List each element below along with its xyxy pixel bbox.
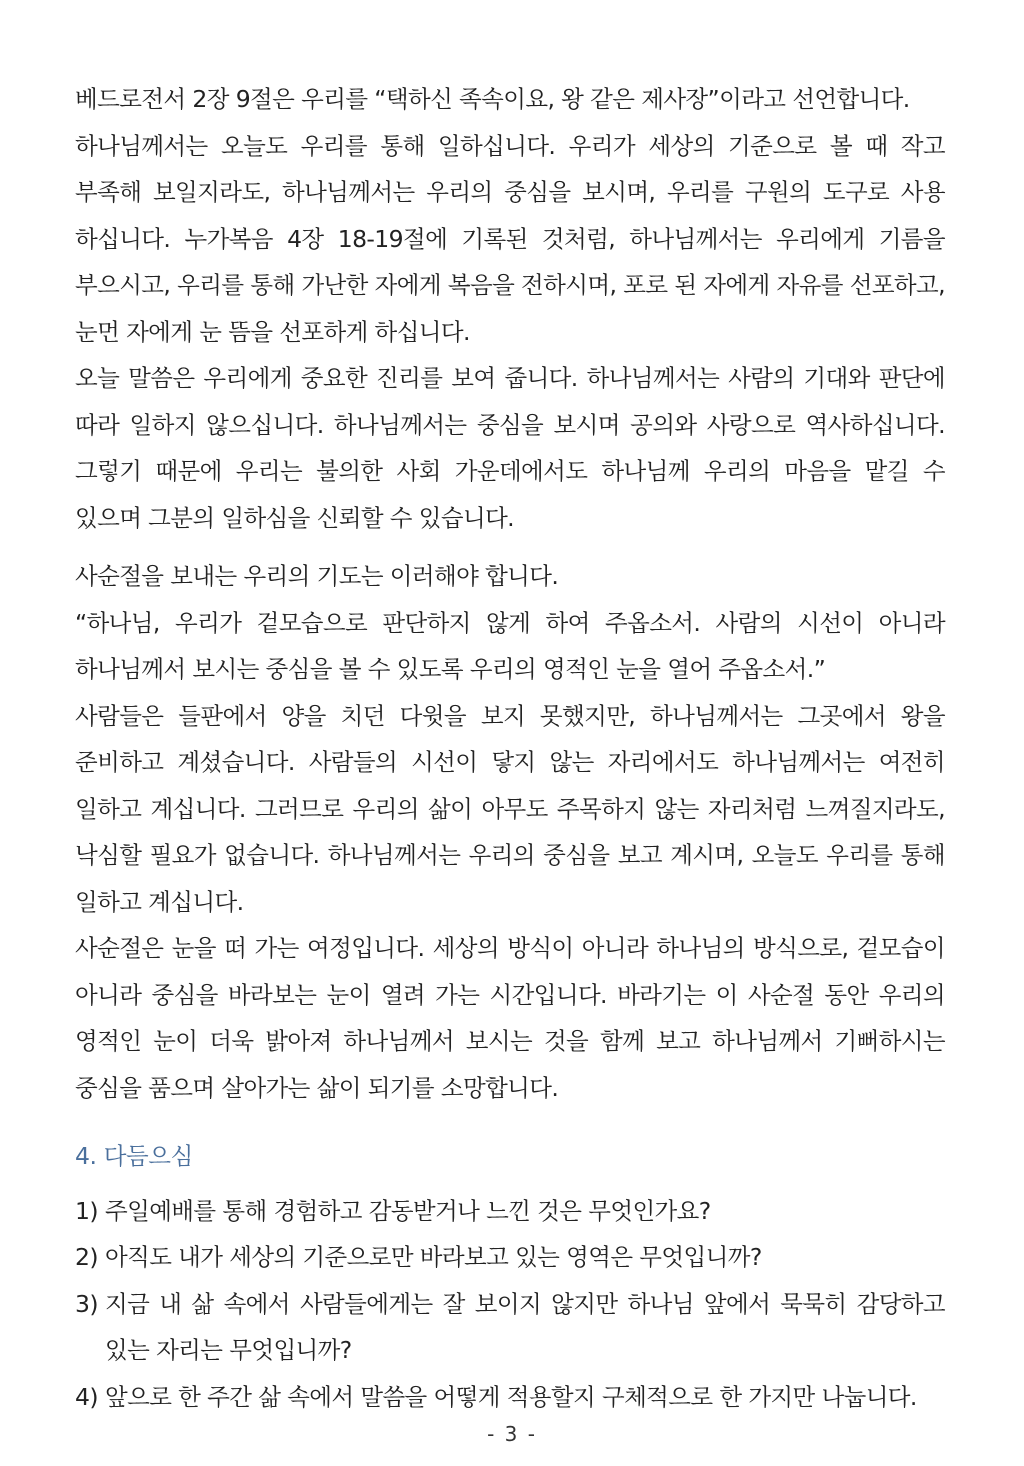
text-line: 하나님께서는 오늘도 우리를 통해 일하십니다. 우리가 세상의 기준으로 볼 때 작고: [75, 131, 945, 160]
section-heading: [75, 1133, 945, 1180]
text-line: 낙심할 필요가 없습니다. 하나님께서는 우리의 중심을 보고 계시며, 오늘도 우리를 통해: [75, 841, 945, 869]
text-line: 하십니다. 누가복음 4장 18-19절에 기록된 것처럼, 하나님께서는 우리에게 기름을: [75, 224, 945, 253]
paragraph-truth: [75, 355, 945, 541]
question-number: 4): [75, 1382, 98, 1411]
section-title: 다듬으심: [103, 1142, 193, 1170]
text-line: 베드로전서 2장 9절은 우리를 “택하신 족속이요, 왕 같은 제사장”이라고 선언합니다.: [75, 85, 910, 113]
text-line: 중심을 품으며 살아가는 삶이 되기를 소망합니다.: [75, 1073, 559, 1102]
paragraph-david: [75, 693, 945, 926]
paragraph-lent-journey: [75, 925, 945, 1111]
spacer: [75, 541, 945, 553]
text-line: “하나님, 우리가 겉모습으로 판단하지 않게 하여 주옵소서. 사람의 시선이 아니라: [75, 608, 945, 637]
question-number: 2): [75, 1243, 98, 1271]
question-text: 주일예배를 통해 경험하고 감동받거나 느낀 것은 무엇인가요?: [105, 1196, 711, 1225]
question-text: 지금 내 삶 속에서 사람들에게는 잘 보이지 않지만 하나님 앞에서 묵묵히 감당하고: [105, 1289, 945, 1318]
question-list: [75, 1188, 945, 1421]
text-line: 사람들은 들판에서 양을 치던 다윗을 보지 못했지만, 하나님께서는 그곳에서 왕을: [75, 701, 945, 730]
text-line: 하나님께서 보시는 중심을 볼 수 있도록 우리의 영적인 눈을 열어 주옵소서.”: [75, 655, 826, 683]
question-item-continuation: [75, 1327, 945, 1374]
text-line: 따라 일하지 않으십니다. 하나님께서는 중심을 보시며 공의와 사랑으로 역사하십니다.: [75, 410, 945, 439]
question-item: [75, 1234, 945, 1281]
text-line: 영적인 눈이 더욱 밝아져 하나님께서 보시는 것을 함께 보고 하나님께서 기뻐하시는: [75, 1027, 945, 1055]
paragraph-prayer-quote: [75, 600, 945, 693]
document-page: [75, 76, 945, 1420]
question-item: [75, 1374, 945, 1421]
paragraph-god-works: [75, 123, 945, 356]
text-line: 그렇기 때문에 우리는 불의한 사회 가운데에서도 하나님께 우리의 마음을 맡길 수: [75, 457, 945, 485]
question-item: [75, 1188, 945, 1235]
text-line: 부으시고, 우리를 통해 가난한 자에게 복음을 전하시며, 포로 된 자에게 자유를 선포하고,: [75, 271, 945, 299]
text-line: 부족해 보일지라도, 하나님께서는 우리의 중심을 보시며, 우리를 구원의 도구로 사용: [75, 178, 945, 206]
question-item: [75, 1281, 945, 1328]
text-line: 일하고 계십니다.: [75, 887, 244, 916]
text-line: 눈먼 자에게 눈 뜸을 선포하게 하십니다.: [75, 317, 470, 346]
paragraph-prayer-intro: [75, 553, 945, 600]
text-line: 사순절은 눈을 떠 가는 여정입니다. 세상의 방식이 아니라 하나님의 방식으로, 겉모습이: [75, 934, 945, 962]
text-line: 사순절을 보내는 우리의 기도는 이러해야 합니다.: [75, 562, 559, 590]
question-text: 있는 자리는 무엇입니까?: [105, 1336, 352, 1364]
text-line: 오늘 말씀은 우리에게 중요한 진리를 보여 줍니다. 하나님께서는 사람의 기대와 판단에: [75, 364, 945, 392]
text-line: 아니라 중심을 바라보는 눈이 열려 가는 시간입니다. 바라기는 이 사순절 동안 우리의: [75, 980, 945, 1009]
text-line: 준비하고 계셨습니다. 사람들의 시선이 닿지 않는 자리에서도 하나님께서는 여전히: [75, 748, 945, 776]
text-line: 있으며 그분의 일하심을 신뢰할 수 있습니다.: [75, 503, 515, 532]
text-line: 일하고 계십니다. 그러므로 우리의 삶이 아무도 주목하지 않는 자리처럼 느껴질지라도,: [75, 794, 945, 823]
question-indent: [75, 1327, 105, 1374]
question-text: 앞으로 한 주간 삶 속에서 말씀을 어떻게 적용할지 구체적으로 한 가지만 나눕니다.: [105, 1382, 917, 1411]
question-number: 3): [75, 1289, 98, 1318]
section-number: 4.: [75, 1142, 97, 1170]
paragraph-verse: [75, 76, 945, 123]
spacer: [75, 1111, 945, 1133]
page-number: - 3 -: [487, 1422, 537, 1446]
question-text: 아직도 내가 세상의 기준으로만 바라보고 있는 영역은 무엇입니까?: [105, 1243, 762, 1271]
question-number: 1): [75, 1196, 98, 1225]
